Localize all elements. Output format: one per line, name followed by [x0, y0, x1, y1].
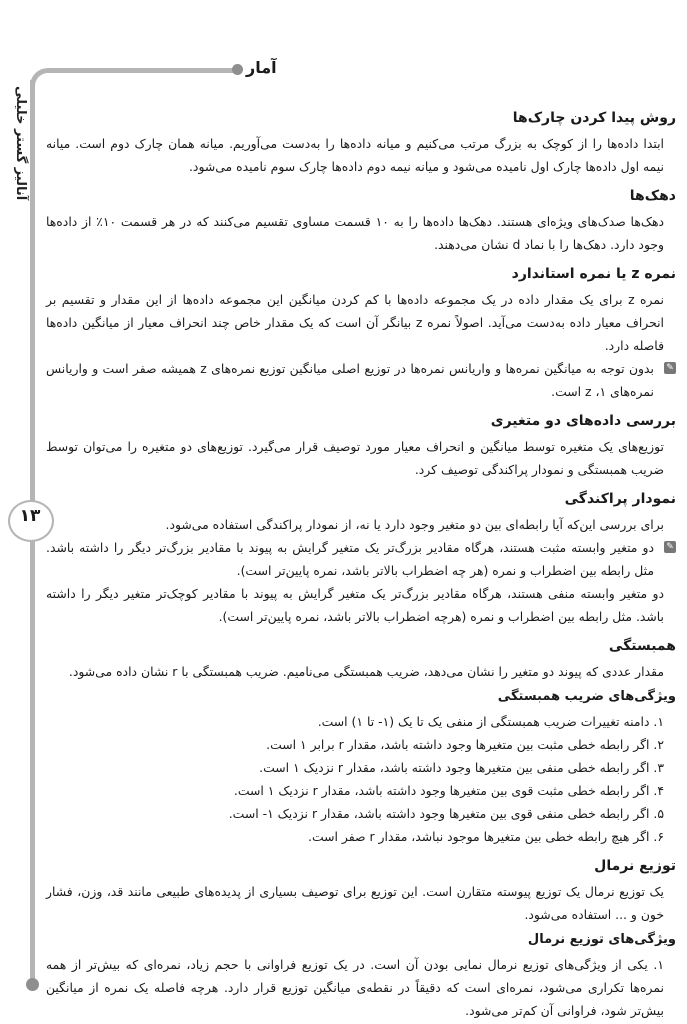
frame-dot-top	[232, 64, 243, 75]
list-item: ۱. یکی از ویژگی‌های توزیع نرمال نمایی بودن آن است. در یک توزیع فراوانی با حجم زیاد، نمره‌ای که بیش‌تر از همه نمره‌ها تکراری می‌شود، نمره‌ای است که دقیقاً در نقطه‌ی میانگین توزیع قرار دارد. هرچه فاصله یک نمره از میانگین بیش‌تر شود، فراوانی آن کم‌تر می‌شود.	[46, 957, 664, 1018]
paragraph-normal-distribution: یک توزیع نرمال یک توزیع پیوسته متقارن است. این توزیع برای توصیف بسیاری از پدیده‌های طبیعی مانند قد، وزن، فشار خون و ... استفاده می‌شود.	[46, 884, 664, 922]
list-item: ۵. اگر رابطه خطی منفی قوی بین متغیرها وجود داشته باشد، مقدار r نزدیک ۱- است.	[228, 806, 664, 821]
page-number: ۱۳	[19, 506, 41, 526]
side-publisher-label: آنالیز گستر خلیلی	[13, 85, 28, 200]
list-item: ۱. دامنه تغییرات ضریب همبستگی از منفی یک تا یک (۱- تا ۱) است.	[317, 714, 664, 729]
note-positive-relation	[46, 536, 676, 582]
paragraph-correlation: مقدار عددی که پیوند دو متغیر را نشان می‌دهد، ضریب همبستگی می‌نامیم. ضریب همبستگی با r نشان داده می‌شود.	[68, 664, 664, 679]
heading-correlation: همبستگی	[608, 638, 676, 654]
subheading-normal-properties: ویژگی‌های توزیع نرمال	[527, 932, 676, 947]
list-item: ۳. اگر رابطه خطی منفی بین متغیرها وجود داشته باشد، مقدار r نزدیک ۱ است.	[259, 760, 664, 775]
heading-normal-distribution: توزیع نرمال	[594, 858, 676, 874]
paragraph-z-score: نمره z برای یک مقدار داده در یک مجموعه داده‌ها با کم کردن میانگین این مجموعه داده‌ها از این مقدار و تقسیم بر انحراف معیار داده به‌دست می‌آید. اصولاً نمره z بیانگر آن است که یک مقدار خاص چند انحراف معیار از میانگین داده‌ها فاصله دارد.	[46, 292, 664, 353]
paragraph-scatter-intro: برای بررسی این‌که آیا رابطه‌ای بین دو متغیر وجود دارد یا نه، از نمودار پراکندگی استفاده می‌شود.	[165, 517, 664, 532]
heading-deciles: دهک‌ها	[629, 188, 676, 204]
page-content	[46, 100, 676, 1022]
paragraph-quartiles: ابتدا داده‌ها را از کوچک به بزرگ مرتب می‌کنیم و میانه داده‌ها را به‌دست می‌آوریم. میانه همان چارک دوم است. میانه نیمه اول داده‌ها چارک اول نامیده می‌شود و میانه نیمه دوم داده‌ها چارک سوم نامیده می‌شود.	[46, 136, 664, 174]
page-frame-top	[30, 68, 241, 91]
heading-bivariate: بررسی داده‌های دو متغیری	[490, 413, 676, 429]
frame-dot-bottom	[26, 978, 39, 991]
heading-scatter-plot: نمودار پراکندگی	[564, 491, 676, 507]
heading-quartiles: روش پیدا کردن چارک‌ها	[512, 110, 676, 126]
note-icon: ✎	[664, 362, 676, 374]
subheading-correlation-properties: ویژگی‌های ضریب همبستگی	[497, 689, 676, 704]
list-item: ۴. اگر رابطه خطی مثبت قوی بین متغیرها وجود داشته باشد، مقدار r نزدیک ۱ است.	[233, 783, 664, 798]
heading-z-score: نمره z یا نمره استاندارد	[511, 266, 676, 282]
note-z-score-text: بدون توجه به میانگین نمره‌ها و واریانس نمره‌ها در توزیع اصلی میانگین توزیع نمره‌های z همیشه صفر است و واریانس نمره‌های z ،۱ است.	[46, 361, 654, 399]
note-positive-text: دو متغیر وابسته مثبت هستند، هرگاه مقادیر بزرگ‌تر یک متغیر گرایش به پیوند با مقادیر بزرگ‌تر دیگر را داشته باشد. مثل رابطه بین اضطراب و نمره (هر چه اضطراب بالاتر باشد، نمره پایین‌تر است).	[46, 540, 654, 578]
list-item: ۶. اگر هیچ رابطه خطی بین متغیرها موجود نباشد، مقدار r صفر است.	[308, 829, 664, 844]
paragraph-deciles: دهک‌ها صدک‌های ویژه‌ای هستند. دهک‌ها داده‌ها را به ۱۰ قسمت مساوی تقسیم می‌کنند که در هر قسمت ۱۰٪ از داده‌ها وجود دارد. دهک‌ها را با نماد d نشان می‌دهند.	[46, 214, 664, 252]
note-z-score	[46, 357, 676, 403]
paragraph-bivariate: توزیع‌های یک متغیره توسط میانگین و انحراف معیار مورد توصیف قرار می‌گیرد. توزیع‌های دو متغیره را می‌توان توسط ضریب همبستگی و نمودار پراکندگی توصیف کرد.	[46, 439, 664, 477]
note-icon: ✎	[664, 541, 676, 553]
list-item: ۲. اگر رابطه خطی مثبت بین متغیرها وجود داشته باشد، مقدار r برابر ۱ است.	[266, 737, 664, 752]
running-header-title: آمار	[246, 58, 277, 77]
paragraph-negative-relation: دو متغیر وابسته منفی هستند، هرگاه مقادیر بزرگ‌تر یک متغیر گرایش به پیوند با مقادیر کوچک‌تر متغیر دیگر را داشته باشد. مثل رابطه بین اضطراب و نمره (هرچه اضطراب بالاتر باشد، نمره پایین‌تر است).	[46, 586, 664, 624]
